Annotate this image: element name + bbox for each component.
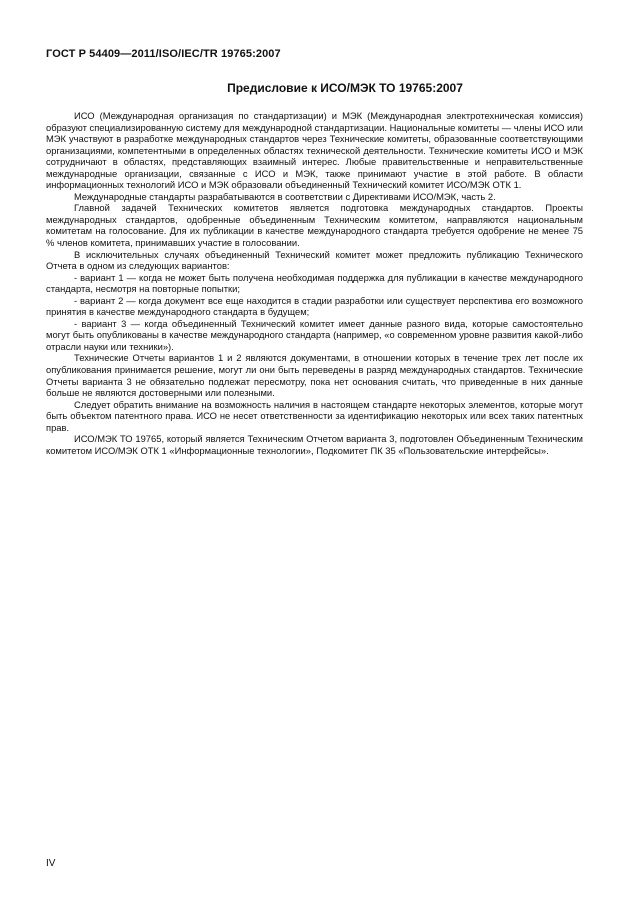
list-item-variant-3: - вариант 3 — когда объединенный Технический комитет имеет данные разного вида, которые самостоятельно могут быть опубликованы в качестве международного стандарта (например, «о современном уровне развития какой-либо отрасли науки или техники»). [46,317,583,352]
paragraph: ИСО/МЭК ТО 19765, который является Техническим Отчетом варианта 3, подготовлен Объединенным Техническим комитетом ИСО/МЭК ОТК 1 «Информационные технологии», Подкомитет ПК 35 «Пользовательские интерфейсы». [46,433,583,456]
list-item-variant-1: - вариант 1 — когда не может быть получена необходимая поддержка для публикации в качестве международного стандарта, несмотря на повторные попытки; [46,271,583,295]
list-item-variant-2: - вариант 2 — когда документ все еще находится в стадии разработки или существует перспектива его возможного принятия в качестве международного стандарта в будущем; [46,294,583,318]
paragraph: ИСО (Международная организация по стандартизации) и МЭК (Международная электротехническая комиссия) образуют специализированную систему для международной стандартизации. Национальные комитеты — члены ИСО или МЭК участвуют в разработке международных стандартов через Технические комитеты, образованные соответствующими организациями, компетентными в определенных областях технической деятельности. Технические комитеты ИСО и МЭК сотрудничают в областях, представляющих взаимный интерес. Любые правительственные и неправительственные международные организации, связанные с ИСО и МЭК, также принимают участие в этой работе. В области информационных технологий ИСО и МЭК образовали объединенный Технический комитет ИСО/МЭК ОТК 1. [46,110,583,191]
paragraph: Технические Отчеты вариантов 1 и 2 являются документами, в отношении которых в течение трех лет после их опубликования принимается решение, могут ли они быть переведены в разряд международных стандартов. Технические Отчеты варианта 3 не обязательно подлежат пересмотру, пока нет основания считать, что приведенные в них данные больше не являются достоверными или полезными. [46,352,583,399]
page-title: Предисловие к ИСО/МЭК ТО 19765:2007 [227,81,463,95]
paragraph: Главной задачей Технических комитетов является подготовка международных стандартов. Проекты международных стандартов, одобренные объединенным Техническим комитетом, направляются национальным комитетам на голосование. Для их публикации в качестве международного стандарта требуется одобрение не менее 75 % членов комитета, принимавших участие в голосовании. [46,202,583,249]
document-body [46,110,583,456]
paragraph: Следует обратить внимание на возможность наличия в настоящем стандарте некоторых элементов, которые могут быть объектом патентного права. ИСО не несет ответственности за идентификацию некоторых или всех таких патентных прав. [46,398,583,433]
standard-header: ГОСТ Р 54409—2011/ISO/IEC/TR 19765:2007 [46,48,281,60]
paragraph: В исключительных случаях объединенный Технический комитет может предложить публикацию Технического Отчета в одном из следующих вариантов: [46,248,583,272]
paragraph: Международные стандарты разрабатываются в соответствии с Директивами ИСО/МЭК, часть 2. [74,190,496,202]
page-number: IV [46,858,56,869]
